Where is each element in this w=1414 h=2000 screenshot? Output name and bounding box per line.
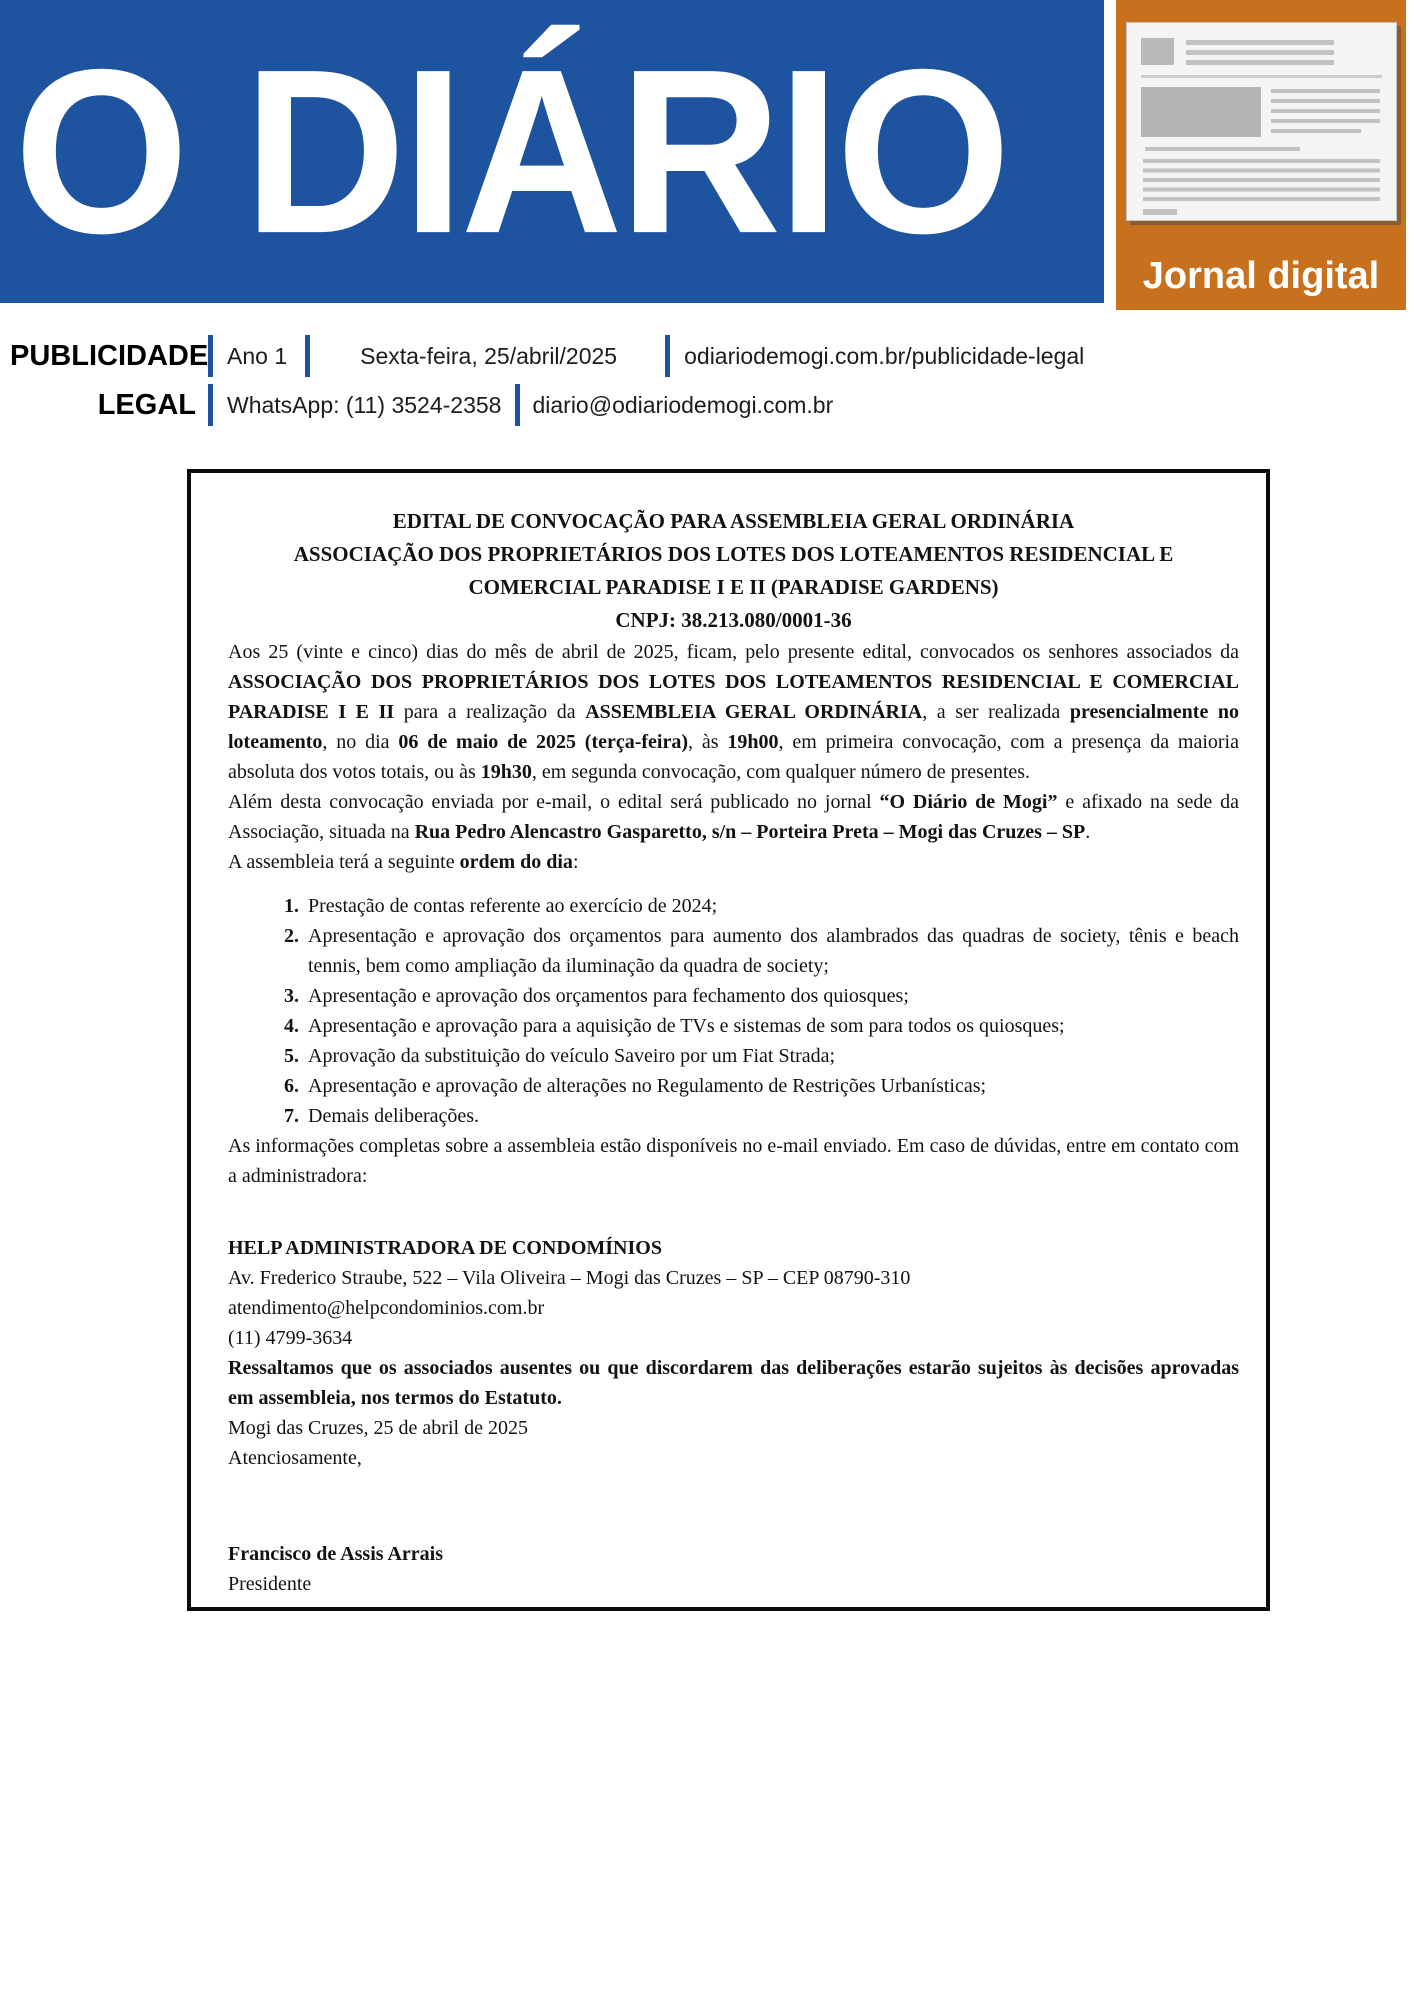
- document-title-line: COMERCIAL PARADISE I E II (PARADISE GARDENS): [468, 575, 999, 599]
- infobar: [0, 334, 1414, 427]
- administrator-email: atendimento@helpcondominios.com.br: [228, 1297, 545, 1319]
- masthead: [0, 0, 1414, 312]
- masthead-banner: [0, 0, 1104, 303]
- separator-bar: [208, 384, 213, 426]
- agenda-list: [228, 891, 1239, 1131]
- whatsapp-contact: WhatsApp: (11) 3524-2358: [227, 391, 502, 418]
- disclaimer-paragraph: Ressaltamos que os associados ausentes ou que discordarem das deliberações estarão sujeitos às decisões aprovadas em assembleia, nos termos do Estatuto.: [228, 1357, 1239, 1409]
- agenda-item: 5. Aprovação da substituição do veículo Saveiro por um Fiat Strada;: [304, 1041, 1239, 1071]
- newspaper-icon-foot-bar: [1143, 209, 1177, 215]
- infobar-row-1: [10, 334, 1414, 378]
- section-title-line2: LEGAL: [97, 388, 196, 421]
- agenda-item: 6. Apresentação e aprovação de alterações no Regulamento de Restrições Urbanísticas;: [304, 1071, 1239, 1101]
- administrator-address: Av. Frederico Straube, 522 – Vila Oliveira – Mogi das Cruzes – SP – CEP 08790-310: [228, 1267, 911, 1289]
- document-title-line: EDITAL DE CONVOCAÇÃO PARA ASSEMBLEIA GERAL ORDINÁRIA: [392, 509, 1075, 533]
- separator-bar: [665, 335, 670, 377]
- section-title-line1: PUBLICIDADE: [10, 339, 209, 372]
- newspaper-icon-rule: [1141, 75, 1382, 78]
- document-cnpj: CNPJ: 38.213.080/0001-36: [615, 608, 852, 632]
- administrator-phone: (11) 4799-3634: [228, 1327, 353, 1349]
- agenda-item: 1. Prestação de contas referente ao exercício de 2024;: [304, 891, 1239, 921]
- administrator-block: [228, 1233, 1239, 1353]
- agenda-item: 4. Apresentação e aprovação para a aquisição de TVs e sistemas de som para todos os quiosques;: [304, 1011, 1239, 1041]
- infobar-row-2: [10, 383, 1414, 427]
- separator-bar: [305, 335, 310, 377]
- agenda-intro: A assembleia terá a seguinte ordem do dia:: [228, 851, 579, 873]
- document-title: [228, 505, 1239, 637]
- newspaper-icon-photo: [1141, 87, 1261, 137]
- legal-notice-document: [187, 469, 1270, 1611]
- digital-edition-badge: [1116, 0, 1406, 310]
- agenda-item: 2. Apresentação e aprovação dos orçamentos para aumento dos alambrados das quadras de society, tênis e beach tennis, bem como ampliação da iluminação da quadra de society;: [304, 921, 1239, 981]
- signature-role: Presidente: [228, 1573, 312, 1595]
- closing-salutation: Atenciosamente,: [228, 1447, 362, 1469]
- newspaper-logo: O DIÁRIO: [14, 19, 1008, 283]
- newspaper-icon-lead-line: [1145, 147, 1300, 151]
- agenda-item: 7. Demais deliberações.: [304, 1101, 1239, 1131]
- document-title-line: ASSOCIAÇÃO DOS PROPRIETÁRIOS DOS LOTES DOS LOTEAMENTOS RESIDENCIAL E: [293, 542, 1174, 566]
- signature-name: Francisco de Assis Arrais: [228, 1543, 443, 1565]
- newspaper-icon-column-lines: [1271, 89, 1380, 129]
- convocation-paragraph: Aos 25 (vinte e cinco) dias do mês de abril de 2025, ficam, pelo presente edital, convocados os senhores associados da ASSOCIAÇÃO DOS PROPRIETÁRIOS DOS LOTES DOS LOTEAMENTOS RESIDENCIAL E COMERCIAL PARADISE I E II para a realização da ASSEMBLEIA GERAL ORDINÁRIA, a ser realizada presencialmente no loteamento, no dia 06 de maio de 2025 (terça-feira), às 19h00, em primeira convocação, com a presença da maioria absoluta dos votos totais, ou às 19h30, em segunda convocação, com qualquer número de presentes.: [228, 641, 1240, 783]
- newspaper-icon-body-lines: [1143, 159, 1380, 205]
- info-paragraph: As informações completas sobre a assembleia estão disponíveis no e-mail enviado. Em caso de dúvidas, entre em contato com a administradora:: [228, 1135, 1239, 1187]
- newspaper-icon-thumb: [1141, 38, 1174, 65]
- newspaper-icon-headlines: [1186, 40, 1334, 65]
- dateline: Mogi das Cruzes, 25 de abril de 2025: [228, 1417, 528, 1439]
- signature-block: [228, 1539, 1239, 1599]
- newspaper-icon-column-line-short: [1271, 129, 1361, 133]
- publication-date: Sexta-feira, 25/abril/2025: [360, 342, 618, 369]
- newspaper-icon: [1126, 22, 1397, 221]
- publication-paragraph: Além desta convocação enviada por e-mail, o edital será publicado no jornal “O Diário de Mogi” e afixado na sede da Associação, situada na Rua Pedro Alencastro Gasparetto, s/n – Porteira Preta – Mogi das Cruzes – SP.: [228, 791, 1239, 843]
- edition-label: Ano 1: [227, 342, 288, 369]
- contact-email: diario@odiariodemogi.com.br: [532, 391, 834, 418]
- administrator-name: HELP ADMINISTRADORA DE CONDOMÍNIOS: [228, 1237, 662, 1259]
- digital-edition-label: Jornal digital: [1142, 255, 1380, 297]
- agenda-item: 3. Apresentação e aprovação dos orçamentos para fechamento dos quiosques;: [304, 981, 1239, 1011]
- separator-bar: [515, 384, 520, 426]
- separator-bar: [208, 335, 213, 377]
- document-area: [0, 469, 1414, 1611]
- website-url: odiariodemogi.com.br/publicidade-legal: [684, 342, 1085, 369]
